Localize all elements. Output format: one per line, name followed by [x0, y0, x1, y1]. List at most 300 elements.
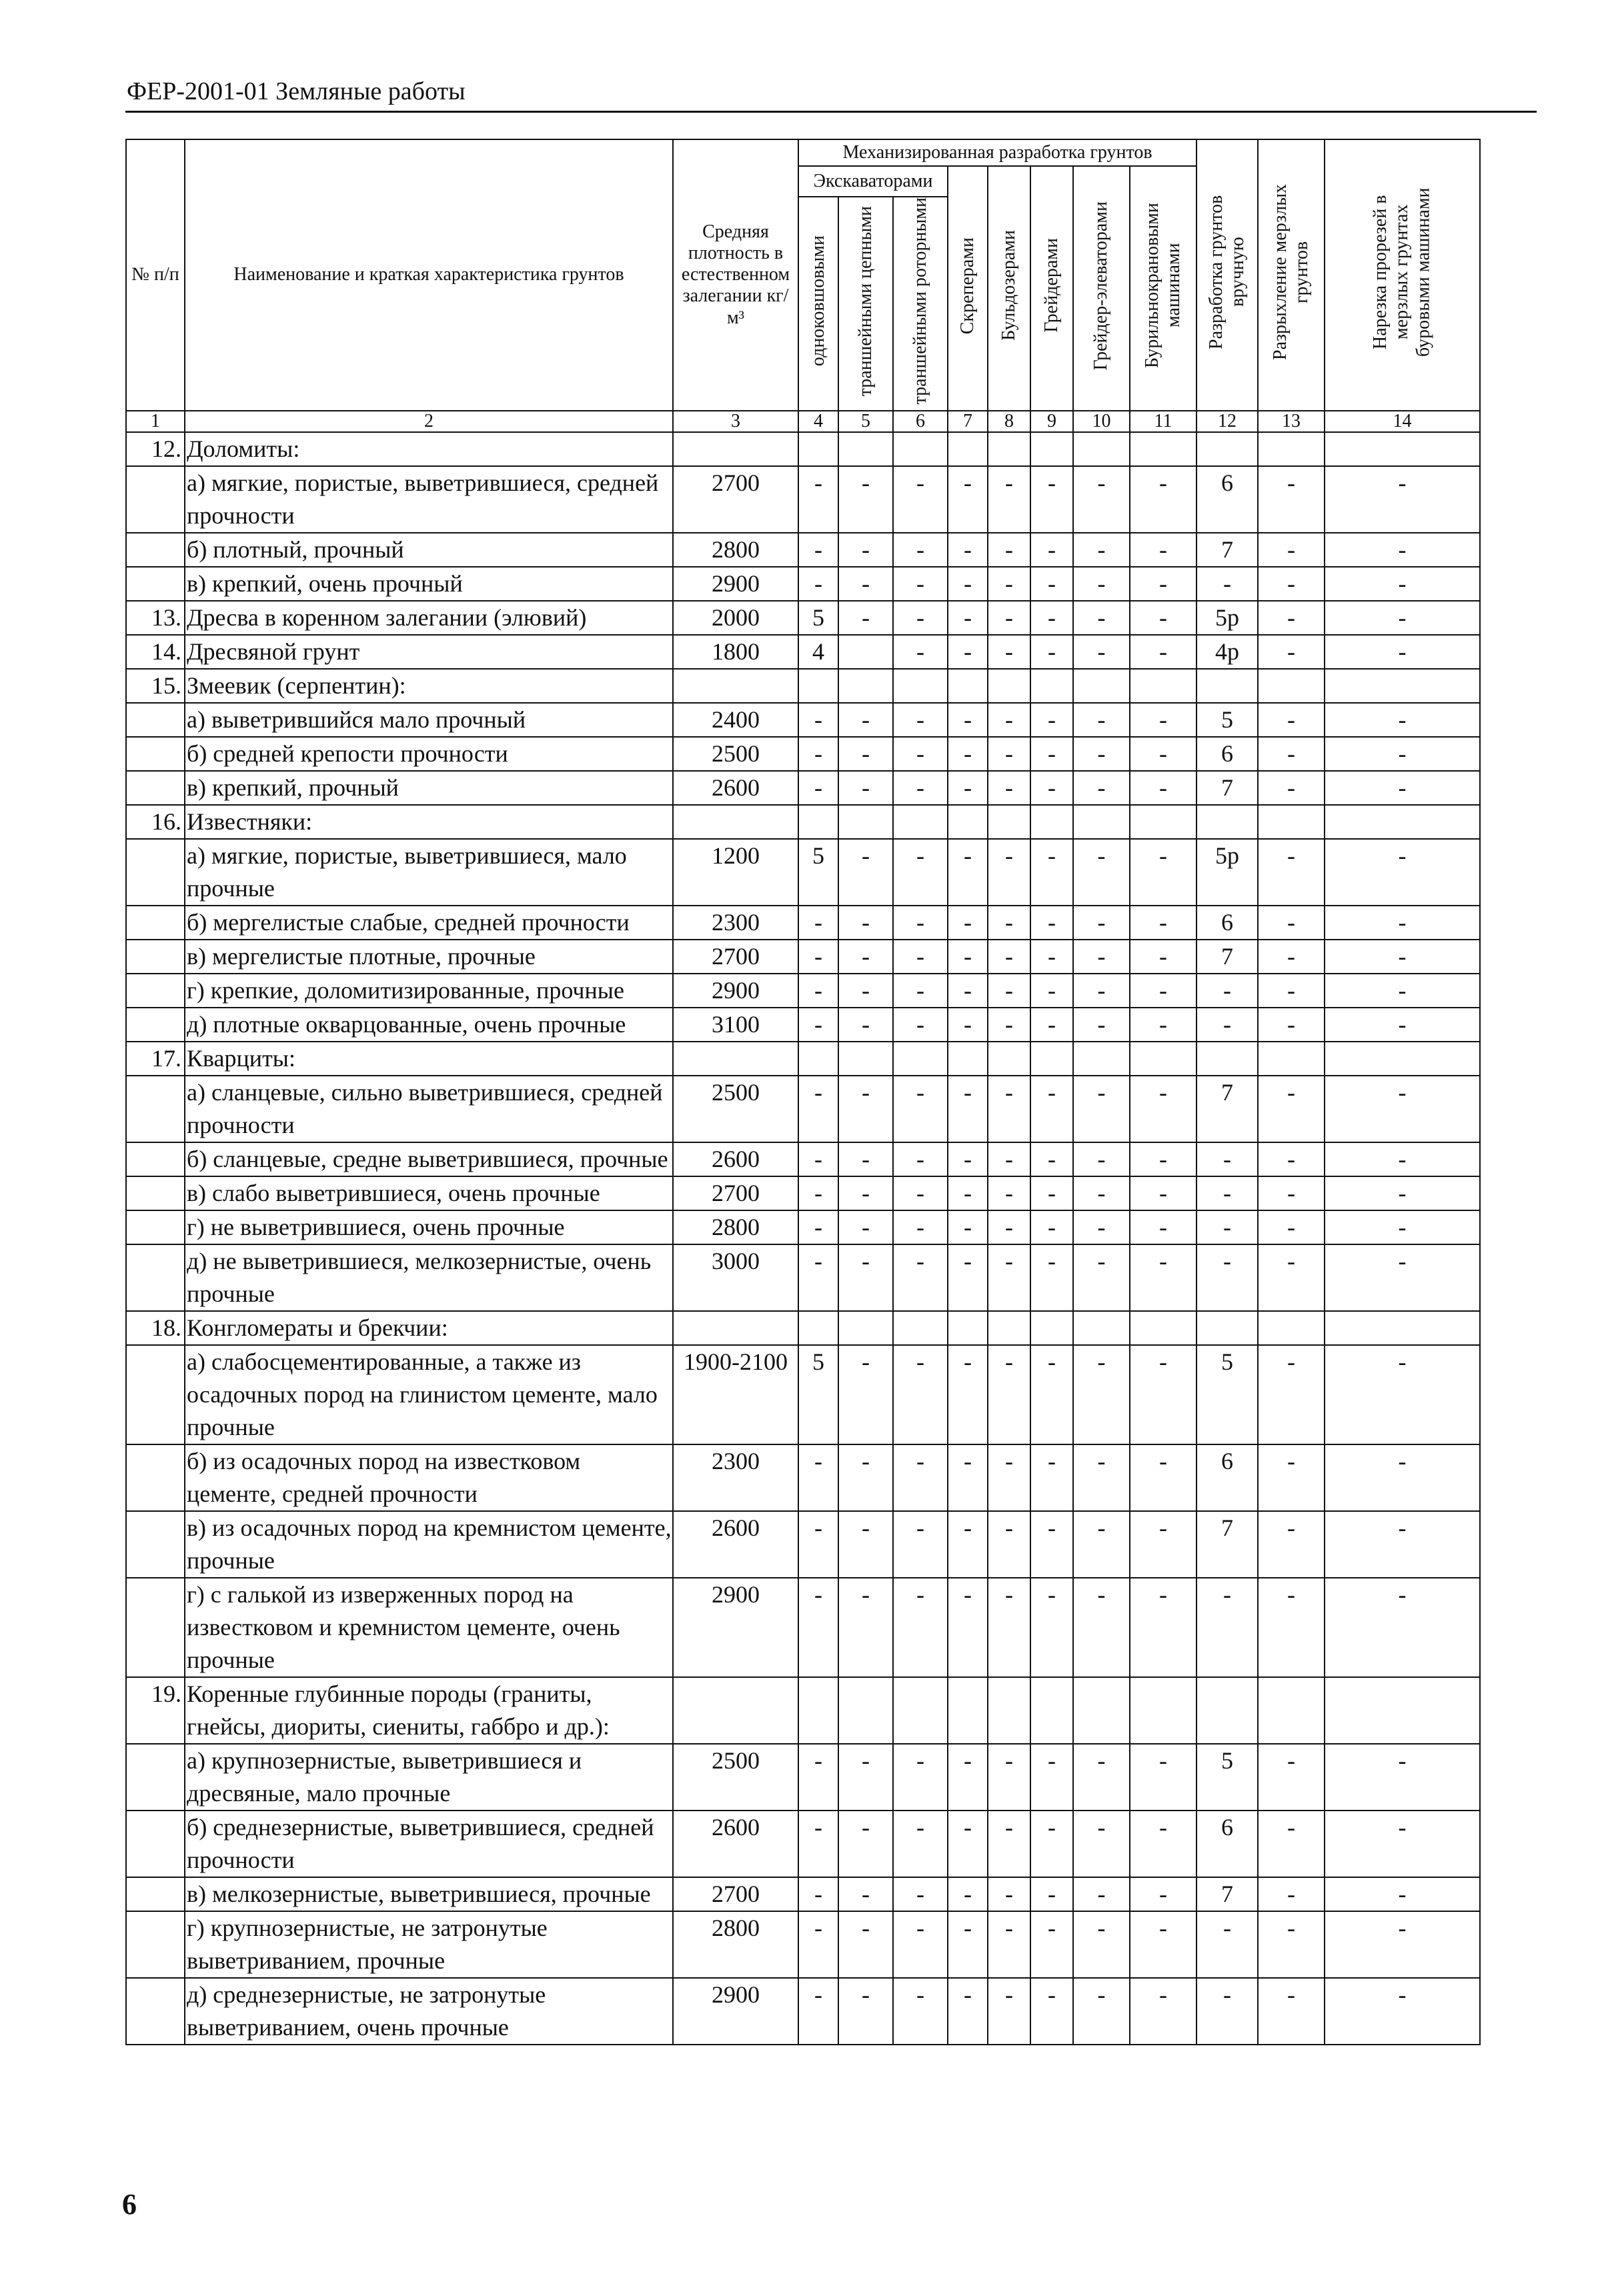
- soil-name: Доломиты:: [185, 432, 673, 466]
- method-value: -: [1196, 567, 1258, 601]
- method-value: -: [1258, 940, 1325, 974]
- method-value: 7: [1196, 771, 1258, 805]
- soil-name: а) выветрившийся мало прочный: [185, 703, 673, 737]
- method-value: [988, 1042, 1030, 1076]
- col-header-13: Разрыхление мерзлых грунтов: [1258, 139, 1325, 411]
- method-value: -: [1030, 466, 1073, 533]
- soil-name: б) сланцевые, средне выветрившиеся, прочные: [185, 1142, 673, 1176]
- method-value: -: [1030, 1877, 1073, 1911]
- method-value: -: [988, 1444, 1030, 1511]
- method-value: -: [1130, 1176, 1196, 1210]
- row-number: 17.: [126, 1042, 185, 1076]
- density-value: [673, 1677, 798, 1744]
- col-header-mech: Механизированная разработка грунтов: [798, 139, 1196, 166]
- table-body: [126, 432, 1480, 2045]
- method-value: -: [1030, 1578, 1073, 1677]
- soil-name: в) крепкий, очень прочный: [185, 567, 673, 601]
- method-value: -: [1196, 1210, 1258, 1244]
- method-value: [1130, 432, 1196, 466]
- method-value: -: [798, 1142, 838, 1176]
- density-value: 2500: [673, 1744, 798, 1811]
- method-value: [1073, 669, 1130, 703]
- density-value: 2600: [673, 1811, 798, 1877]
- method-value: -: [1325, 1210, 1480, 1244]
- density-value: 2000: [673, 601, 798, 635]
- col-num: 10: [1073, 411, 1130, 432]
- method-value: -: [988, 1877, 1030, 1911]
- method-value: 5р: [1196, 839, 1258, 906]
- method-value: -: [1130, 1244, 1196, 1311]
- method-value: -: [948, 601, 988, 635]
- row-number: [126, 906, 185, 940]
- method-value: -: [893, 906, 948, 940]
- row-number: [126, 533, 185, 567]
- method-value: -: [893, 533, 948, 567]
- row-number: 12.: [126, 432, 185, 466]
- method-value: [1258, 1311, 1325, 1345]
- method-value: -: [988, 1345, 1030, 1444]
- method-value: [1130, 1042, 1196, 1076]
- method-value: [1196, 1311, 1258, 1345]
- method-value: -: [1196, 1978, 1258, 2045]
- method-value: -: [1325, 1911, 1480, 1978]
- method-value: [798, 1042, 838, 1076]
- method-value: -: [1258, 635, 1325, 669]
- method-value: -: [1073, 567, 1130, 601]
- method-value: -: [988, 1578, 1030, 1677]
- method-value: [1325, 1042, 1480, 1076]
- table-row: [126, 805, 1480, 839]
- row-number: [126, 703, 185, 737]
- soil-name: а) сланцевые, сильно выветрившиеся, средней прочности: [185, 1076, 673, 1142]
- method-value: -: [838, 567, 893, 601]
- row-number: [126, 1142, 185, 1176]
- method-value: -: [988, 839, 1030, 906]
- method-value: [838, 669, 893, 703]
- method-value: 5р: [1196, 601, 1258, 635]
- method-value: -: [1325, 1744, 1480, 1811]
- soil-name: д) среднезернистые, не затронутые выветриванием, очень прочные: [185, 1978, 673, 2045]
- method-value: [893, 1042, 948, 1076]
- method-value: -: [893, 1911, 948, 1978]
- method-value: -: [1325, 1008, 1480, 1042]
- method-value: -: [1130, 1744, 1196, 1811]
- table-row: [126, 839, 1480, 906]
- method-value: -: [948, 1978, 988, 2045]
- method-value: -: [988, 1511, 1030, 1578]
- method-value: -: [1030, 567, 1073, 601]
- method-value: -: [838, 1345, 893, 1444]
- method-value: -: [893, 466, 948, 533]
- method-value: -: [893, 1744, 948, 1811]
- method-value: -: [893, 1008, 948, 1042]
- method-value: -: [1130, 906, 1196, 940]
- soil-name: д) плотные окварцованные, очень прочные: [185, 1008, 673, 1042]
- col-num: 14: [1325, 411, 1480, 432]
- method-value: -: [838, 533, 893, 567]
- soil-name: в) слабо выветрившиеся, очень прочные: [185, 1176, 673, 1210]
- method-value: -: [838, 1911, 893, 1978]
- soil-name: б) среднезернистые, выветрившиеся, средней прочности: [185, 1811, 673, 1877]
- row-number: 15.: [126, 669, 185, 703]
- method-value: -: [1258, 1978, 1325, 2045]
- table-row: [126, 1444, 1480, 1511]
- method-value: -: [1130, 601, 1196, 635]
- method-value: [1130, 1677, 1196, 1744]
- method-value: 5: [1196, 1744, 1258, 1811]
- method-value: 5: [798, 839, 838, 906]
- method-value: -: [1325, 839, 1480, 906]
- table-row: [126, 533, 1480, 567]
- col-header-excav: Экскаваторами: [798, 166, 948, 197]
- method-value: -: [1325, 1076, 1480, 1142]
- soil-name: а) крупнозернистые, выветрившиеся и дресвяные, мало прочные: [185, 1744, 673, 1811]
- method-value: -: [838, 1176, 893, 1210]
- density-value: 1900-2100: [673, 1345, 798, 1444]
- method-value: -: [1073, 974, 1130, 1008]
- method-value: -: [1030, 1142, 1073, 1176]
- method-value: -: [1258, 771, 1325, 805]
- method-value: -: [893, 1444, 948, 1511]
- method-value: -: [838, 771, 893, 805]
- method-value: -: [893, 771, 948, 805]
- method-value: -: [1030, 1911, 1073, 1978]
- method-value: -: [1258, 1142, 1325, 1176]
- method-value: -: [893, 1176, 948, 1210]
- method-value: -: [798, 1444, 838, 1511]
- row-number: [126, 771, 185, 805]
- method-value: -: [1258, 567, 1325, 601]
- method-value: 6: [1196, 737, 1258, 771]
- method-value: -: [1258, 1076, 1325, 1142]
- method-value: -: [1130, 1978, 1196, 2045]
- col-num: 9: [1030, 411, 1073, 432]
- row-number: 19.: [126, 1677, 185, 1744]
- method-value: -: [1030, 1345, 1073, 1444]
- col-num: 6: [893, 411, 948, 432]
- method-value: -: [988, 737, 1030, 771]
- col-header-name: Наименование и краткая характеристика грунтов: [185, 139, 673, 411]
- col-num: 7: [948, 411, 988, 432]
- method-value: [988, 669, 1030, 703]
- density-value: [673, 805, 798, 839]
- method-value: 5: [798, 601, 838, 635]
- column-numbers-row: [126, 411, 1480, 432]
- soil-table: [125, 139, 1481, 2045]
- density-value: [673, 1042, 798, 1076]
- method-value: [1030, 805, 1073, 839]
- row-number: [126, 839, 185, 906]
- method-value: -: [1073, 1811, 1130, 1877]
- col-header-5: траншейными цепными: [838, 197, 893, 411]
- method-value: -: [1258, 1244, 1325, 1311]
- method-value: -: [1130, 1210, 1196, 1244]
- method-value: -: [798, 940, 838, 974]
- method-value: -: [1325, 1978, 1480, 2045]
- density-value: 2400: [673, 703, 798, 737]
- method-value: -: [893, 1877, 948, 1911]
- method-value: -: [1325, 1444, 1480, 1511]
- method-value: 6: [1196, 1811, 1258, 1877]
- method-value: -: [1073, 940, 1130, 974]
- method-value: 4р: [1196, 635, 1258, 669]
- row-number: [126, 737, 185, 771]
- page-header: ФЕР-2001-01 Земляные работы: [127, 77, 466, 105]
- col-num: 1: [126, 411, 185, 432]
- method-value: -: [798, 1978, 838, 2045]
- col-header-7: Скреперами: [948, 166, 988, 411]
- method-value: [1258, 432, 1325, 466]
- method-value: -: [1325, 906, 1480, 940]
- density-value: 2500: [673, 737, 798, 771]
- soil-name: г) крупнозернистые, не затронутые выветриванием, прочные: [185, 1911, 673, 1978]
- method-value: [948, 432, 988, 466]
- method-value: [1073, 1042, 1130, 1076]
- table-row: [126, 1811, 1480, 1877]
- method-value: -: [1073, 466, 1130, 533]
- method-value: -: [1130, 974, 1196, 1008]
- row-number: [126, 1877, 185, 1911]
- method-value: -: [988, 771, 1030, 805]
- method-value: -: [798, 533, 838, 567]
- method-value: -: [1130, 1877, 1196, 1911]
- method-value: -: [1073, 1511, 1130, 1578]
- method-value: [948, 1311, 988, 1345]
- method-value: -: [1030, 1444, 1073, 1511]
- method-value: [893, 669, 948, 703]
- method-value: -: [1196, 1244, 1258, 1311]
- method-value: -: [1325, 466, 1480, 533]
- table-row: [126, 1008, 1480, 1042]
- method-value: -: [798, 1811, 838, 1877]
- method-value: -: [1130, 1578, 1196, 1677]
- table-row: [126, 1511, 1480, 1578]
- method-value: -: [1030, 703, 1073, 737]
- method-value: -: [798, 703, 838, 737]
- col-header-14: Нарезка прорезей в мерзлых грунтах буровыми машинами: [1325, 139, 1480, 411]
- soil-name: Известняки:: [185, 805, 673, 839]
- method-value: -: [1130, 635, 1196, 669]
- method-value: -: [1073, 1578, 1130, 1677]
- method-value: [1258, 805, 1325, 839]
- method-value: [798, 432, 838, 466]
- method-value: -: [838, 1744, 893, 1811]
- table-row: [126, 1578, 1480, 1677]
- method-value: [948, 805, 988, 839]
- method-value: -: [893, 1345, 948, 1444]
- method-value: -: [798, 567, 838, 601]
- soil-name: в) мелкозернистые, выветрившиеся, прочные: [185, 1877, 673, 1911]
- method-value: -: [988, 601, 1030, 635]
- table-row: [126, 1042, 1480, 1076]
- method-value: [1196, 805, 1258, 839]
- method-value: -: [988, 703, 1030, 737]
- method-value: -: [838, 1877, 893, 1911]
- method-value: -: [798, 1911, 838, 1978]
- method-value: [1196, 1042, 1258, 1076]
- method-value: -: [1073, 1008, 1130, 1042]
- method-value: -: [1030, 1811, 1073, 1877]
- method-value: -: [893, 1978, 948, 2045]
- method-value: -: [1130, 567, 1196, 601]
- method-value: -: [948, 737, 988, 771]
- method-value: -: [1130, 533, 1196, 567]
- method-value: -: [893, 839, 948, 906]
- soil-name: б) мергелистые слабые, средней прочности: [185, 906, 673, 940]
- method-value: [1325, 1677, 1480, 1744]
- method-value: -: [1030, 1076, 1073, 1142]
- col-header-10: Грейдер-элеваторами: [1073, 166, 1130, 411]
- method-value: [798, 1311, 838, 1345]
- table-row: [126, 635, 1480, 669]
- method-value: [1030, 1042, 1073, 1076]
- table-row: [126, 567, 1480, 601]
- method-value: -: [948, 1911, 988, 1978]
- method-value: -: [1030, 635, 1073, 669]
- method-value: -: [838, 1511, 893, 1578]
- method-value: [1130, 1311, 1196, 1345]
- method-value: -: [1130, 940, 1196, 974]
- soil-name: в) из осадочных пород на кремнистом цементе, прочные: [185, 1511, 673, 1578]
- table-row: [126, 1677, 1480, 1744]
- table-row: [126, 1176, 1480, 1210]
- col-header-4: одноковшовыми: [798, 197, 838, 411]
- density-value: 3000: [673, 1244, 798, 1311]
- method-value: -: [1325, 1811, 1480, 1877]
- density-value: 2700: [673, 466, 798, 533]
- density-value: 1800: [673, 635, 798, 669]
- soil-name: Кварциты:: [185, 1042, 673, 1076]
- method-value: -: [1030, 1511, 1073, 1578]
- method-value: -: [838, 1244, 893, 1311]
- method-value: -: [893, 703, 948, 737]
- col-num: 13: [1258, 411, 1325, 432]
- method-value: -: [1325, 1176, 1480, 1210]
- method-value: -: [1130, 703, 1196, 737]
- method-value: -: [1258, 737, 1325, 771]
- method-value: -: [1325, 1142, 1480, 1176]
- row-number: [126, 1744, 185, 1811]
- table-row: [126, 466, 1480, 533]
- method-value: -: [798, 1076, 838, 1142]
- method-value: -: [1030, 771, 1073, 805]
- method-value: [798, 1677, 838, 1744]
- method-value: 4: [798, 635, 838, 669]
- col-header-no: № п/п: [126, 139, 185, 411]
- method-value: [988, 1677, 1030, 1744]
- method-value: -: [988, 1076, 1030, 1142]
- method-value: -: [893, 1244, 948, 1311]
- soil-name: а) мягкие, пористые, выветрившиеся, средней прочности: [185, 466, 673, 533]
- method-value: -: [1130, 1076, 1196, 1142]
- soil-name: б) плотный, прочный: [185, 533, 673, 567]
- method-value: -: [948, 1008, 988, 1042]
- method-value: -: [1130, 466, 1196, 533]
- method-value: -: [1073, 906, 1130, 940]
- method-value: -: [1258, 1444, 1325, 1511]
- method-value: -: [1258, 1877, 1325, 1911]
- table-row: [126, 1142, 1480, 1176]
- method-value: 5: [1196, 703, 1258, 737]
- method-value: -: [1073, 737, 1130, 771]
- method-value: -: [1258, 974, 1325, 1008]
- soil-name: а) слабосцементированные, а также из осадочных пород на глинистом цементе, мало прочные: [185, 1345, 673, 1444]
- method-value: -: [838, 466, 893, 533]
- method-value: [988, 805, 1030, 839]
- method-value: -: [838, 906, 893, 940]
- row-number: [126, 1076, 185, 1142]
- density-value: 2700: [673, 1176, 798, 1210]
- method-value: [893, 805, 948, 839]
- row-number: [126, 1978, 185, 2045]
- method-value: 6: [1196, 1444, 1258, 1511]
- method-value: -: [893, 601, 948, 635]
- soil-name: Дресвяной грунт: [185, 635, 673, 669]
- soil-name: б) из осадочных пород на известковом цементе, средней прочности: [185, 1444, 673, 1511]
- density-value: 2600: [673, 1142, 798, 1176]
- method-value: -: [1258, 1210, 1325, 1244]
- density-value: 3100: [673, 1008, 798, 1042]
- method-value: 7: [1196, 533, 1258, 567]
- method-value: -: [798, 974, 838, 1008]
- method-value: -: [1073, 1911, 1130, 1978]
- method-value: -: [798, 1008, 838, 1042]
- row-number: [126, 1244, 185, 1311]
- density-value: 2900: [673, 567, 798, 601]
- density-value: 2700: [673, 1877, 798, 1911]
- method-value: [1030, 1311, 1073, 1345]
- method-value: -: [988, 567, 1030, 601]
- method-value: -: [1073, 771, 1130, 805]
- method-value: -: [948, 839, 988, 906]
- method-value: -: [838, 1210, 893, 1244]
- method-value: -: [1130, 1511, 1196, 1578]
- method-value: [948, 669, 988, 703]
- col-header-6: траншейными роторными: [893, 197, 948, 411]
- method-value: -: [1258, 1008, 1325, 1042]
- method-value: -: [1073, 1210, 1130, 1244]
- method-value: -: [948, 1877, 988, 1911]
- method-value: -: [893, 737, 948, 771]
- method-value: [798, 669, 838, 703]
- table-row: [126, 669, 1480, 703]
- method-value: -: [948, 1744, 988, 1811]
- density-value: 2300: [673, 1444, 798, 1511]
- table-row: [126, 940, 1480, 974]
- method-value: -: [988, 1210, 1030, 1244]
- method-value: -: [838, 601, 893, 635]
- method-value: [1258, 669, 1325, 703]
- method-value: 7: [1196, 1511, 1258, 1578]
- method-value: -: [893, 974, 948, 1008]
- col-header-8: Бульдозерами: [988, 166, 1030, 411]
- col-header-12: Разработка грунтов вручную: [1196, 139, 1258, 411]
- method-value: -: [948, 1176, 988, 1210]
- header-rule: [125, 111, 1537, 113]
- method-value: -: [1258, 839, 1325, 906]
- method-value: -: [1073, 533, 1130, 567]
- method-value: -: [1325, 1877, 1480, 1911]
- method-value: -: [1073, 1176, 1130, 1210]
- soil-name: Змеевик (серпентин):: [185, 669, 673, 703]
- method-value: -: [1325, 1578, 1480, 1677]
- method-value: -: [893, 1511, 948, 1578]
- row-number: 18.: [126, 1311, 185, 1345]
- method-value: -: [893, 1076, 948, 1142]
- table-row: [126, 1210, 1480, 1244]
- method-value: [1073, 805, 1130, 839]
- method-value: -: [1130, 737, 1196, 771]
